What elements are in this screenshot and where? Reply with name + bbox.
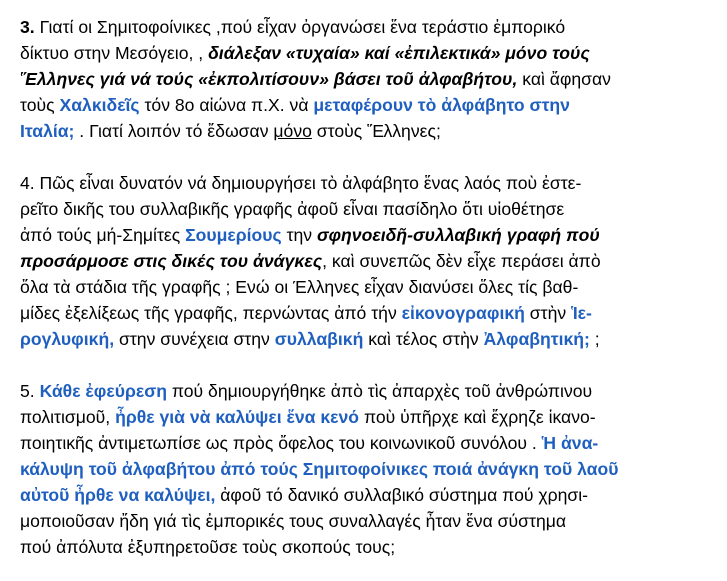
text-line — [20, 66, 713, 92]
emphasized-text: σφηνοειδῆ-συλλαβική γραφή πού — [317, 225, 600, 245]
text-line — [20, 196, 713, 222]
paragraph-number: 3. — [20, 17, 35, 37]
text-run: ἀπό τούς μή-Σημίτες — [20, 225, 186, 245]
text-line — [20, 274, 713, 300]
text-run: μίδες ἐξελίξεως τῆς γραφῆς, περνώντας ἀπό τήν — [20, 303, 402, 323]
text-line — [20, 404, 713, 430]
text-run: Γιατί οι Σημιτοφοίνικες ,πού εἶχαν ὀργανώσει ἕνα τεράστιο ἐμπορικό — [34, 17, 566, 37]
highlighted-term: ρογλυφική, — [20, 329, 115, 349]
highlighted-term: ἦρθε γιὰ νὰ καλύψει ἕνα κενό — [115, 407, 360, 427]
text-run: τοὺς — [20, 95, 60, 115]
highlighted-term: Ἡ ἀνα- — [541, 433, 599, 453]
text-run: ἀφοῦ τό δανικό συλλαβικό σύστημα πού χρησι- — [215, 485, 589, 505]
text-run: καὶ ἄφησαν — [517, 69, 611, 89]
text-run: την — [281, 225, 317, 245]
text-run: , καὶ συνεπῶς δὲν εἶχε περάσει ἀπὸ — [322, 251, 601, 271]
highlighted-term: αὐτοῦ ἦρθε να καλύψει, — [20, 485, 216, 505]
paragraph-1 — [20, 14, 713, 144]
document-body — [20, 14, 713, 560]
text-run: πού δημιουργήθηκε ἀπὸ τὶς ἀπαρχὲς τοῦ ἀνθρώπινου — [166, 381, 593, 401]
text-run: ὅλα τὰ στάδια τῆς γραφῆς ; Ενώ οι Έλληνες εἶχαν διανύσει ὅλες τίς βαθ- — [20, 277, 579, 297]
text-run: . Γιατί λοιπόν τό ἔδωσαν — [74, 121, 274, 141]
paragraph-3 — [20, 378, 713, 560]
text-run: ποιητικῆς ἀντιμετωπίσε ως πρὸς ὄφελος του κοινωνικοῦ συνόλου . — [20, 433, 542, 453]
text-line — [20, 118, 713, 144]
text-line — [20, 326, 713, 352]
text-run: πολιτισμοῦ, — [20, 407, 116, 427]
highlighted-term: εἰκονογραφική — [401, 303, 525, 323]
text-line — [20, 40, 713, 66]
text-line — [20, 300, 713, 326]
text-line — [20, 482, 713, 508]
highlighted-term: κάλυψη τοῦ ἀλφαβήτου ἀπό τούς Σημιτοφοίνικες ποιά ἀνάγκη τοῦ λαοῦ — [20, 459, 619, 479]
emphasized-text: διάλεξαν «τυχαία» καί «ἐπιλεκτικά» μόνο τούς — [208, 43, 590, 63]
text-run: ρεῖτο δικῆς του συλλαβικῆς γραφῆς ἀφοῦ εἶναι πασίδηλο ὅτι υἱοθέτησε — [20, 199, 565, 219]
text-run: ; — [589, 329, 600, 349]
highlighted-term: Σουμερίους — [185, 225, 282, 245]
highlighted-term: μεταφέρουν τὸ ἀλφάβητο στην — [313, 95, 570, 115]
text-line — [20, 378, 713, 404]
text-line — [20, 248, 713, 274]
text-line — [20, 508, 713, 534]
text-run: 4. Πῶς εἶναι δυνατόν νά δημιουργήσει τὸ ἀλφάβητο ἕνας λαός ποὺ ἐστε- — [20, 173, 582, 193]
text-line — [20, 170, 713, 196]
paragraph-2 — [20, 170, 713, 352]
text-run: ποὺ ὑπῆρχε καὶ ἔχρηζε ἱκανο- — [359, 407, 596, 427]
text-run: μοποιοῦσαν ἤδη γιά τὶς ἐμπορικές τους συναλλαγές ἦταν ἕνα σύστημα — [20, 511, 567, 531]
text-run: στὴν — [524, 303, 572, 323]
emphasized-text: Ἕλληνες γιά νά τούς «ἐκπολιτίσουν» βάσει τοῦ ἀλφαβήτου, — [20, 69, 518, 89]
highlighted-term: Ἱε- — [571, 303, 592, 323]
highlighted-term: Ιταλία; — [20, 121, 75, 141]
text-run: 5. — [20, 381, 40, 401]
emphasized-text: προσάρμοσε στις δικές του ἀνάγκες — [20, 251, 323, 271]
text-run: καὶ τέλος στὴν — [363, 329, 484, 349]
text-line — [20, 92, 713, 118]
text-run: πού ἀπόλυτα ἐξυπηρετοῦσε τοὺς σκοπούς τους; — [20, 537, 396, 557]
text-line — [20, 14, 713, 40]
text-run: δίκτυο στην Μεσόγειο, , — [20, 43, 209, 63]
highlighted-term: Ἀλφαβητική; — [483, 329, 590, 349]
text-line — [20, 534, 713, 560]
text-run: τόν 8ο αἰώνα π.Χ. νὰ — [139, 95, 314, 115]
underlined-text: μόνο — [273, 121, 312, 141]
text-line — [20, 222, 713, 248]
text-run: στοὺς Ἕλληνες; — [311, 121, 441, 141]
highlighted-term: Χαλκιδεῖς — [59, 95, 140, 115]
highlighted-term: συλλαβική — [274, 329, 364, 349]
text-line — [20, 430, 713, 456]
text-run: στην συνέχεια στην — [114, 329, 275, 349]
highlighted-term: Κάθε ἐφεύρεση — [39, 381, 167, 401]
text-line — [20, 456, 713, 482]
